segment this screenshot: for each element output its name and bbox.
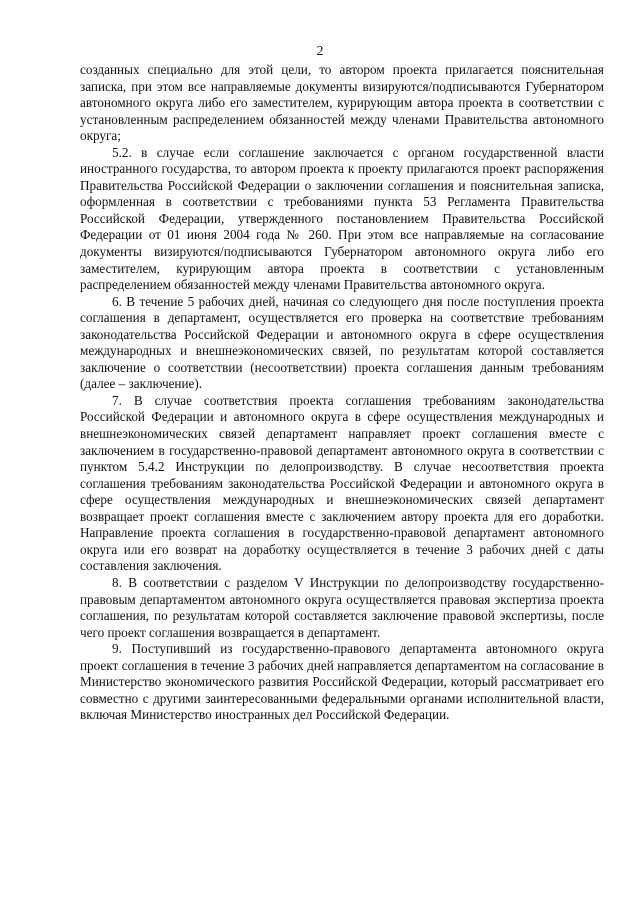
paragraph-7: 7. В случае соответствия проекта соглашения требованиям законодательства Российской Федерации и автономного округа в сфере осуществления международных и внешнеэкономических связей департамент направляет проект соглашения вместе с заключением в государственно-правовой департамент автономного округа в соответствии с пунктом 5.4.2 Инструкции по делопроизводству. В случае несоответствия проекта соглашения требованиям законодательства Российской Федерации и автономного округа в сфере осуществления международных и внешнеэкономических связей департамент возвращает проект соглашения вместе с заключением автору проекта для его доработки. Направление проекта соглашения в государственно-правовой департамент автономного округа или его возврат на доработку осуществляется в течение 3 рабочих дней с даты составления заключения. [80, 392, 604, 574]
paragraph-5-2: 5.2. в случае если соглашение заключается с органом государственной власти иностранного государства, то автором проекта к проекту прилагаются проект распоряжения Правительства Российской Федерации о заключении соглашения и пояснительная записка, оформленная в соответствии с требованиями пункта 53 Регламента Правительства Российской Федерации, утвержденного постановлением Правительства Российской Федерации от 01 июня 2004 года № 260. При этом все направляемые на согласование документы визируются/подписываются Губернатором автономного округа либо его заместителем, курирующим автора проекта в соответствии с установленным распределением обязанностей между членами Правительства автономного округа. [80, 144, 604, 293]
paragraph-6: 6. В течение 5 рабочих дней, начиная со следующего дня после поступления проекта соглашения в департамент, осуществляется его проверка на соответствие требованиям законодательства Российской Федерации и автономного округа в сфере осуществления международных и внешнеэкономических связей, по результатам которой составляется заключение о соответствии (несоответствии) проекта соглашения данным требованиям (далее – заключение). [80, 293, 604, 392]
paragraph-9: 9. Поступивший из государственно-правового департамента автономного округа проект соглашения в течение 3 рабочих дней направляется департаментом на согласование в Министерство экономического развития Российской Федерации, который рассматривает его совместно с другими заинтересованными федеральными органами исполнительной власти, включая Министерство иностранных дел Российской Федерации. [80, 641, 604, 723]
document-body [80, 62, 604, 724]
page-number: 2 [316, 44, 324, 59]
paragraph-continuation: созданных специально для этой цели, то автором проекта прилагается пояснительная записка, при этом все направляемые документы визируются/подписываются Губернатором автономного округа либо его заместителем, курирующим автора проекта в соответствии с установленным распределением обязанностей между членами Правительства автономного округа; [80, 62, 604, 144]
paragraph-8: 8. В соответствии с разделом V Инструкции по делопроизводству государственно-правовым департаментом автономного округа осуществляется правовая экспертиза проекта соглашения, по результатам которой составляется заключение правовой экспертизы, после чего проект соглашения возвращается в департамент. [80, 574, 604, 640]
